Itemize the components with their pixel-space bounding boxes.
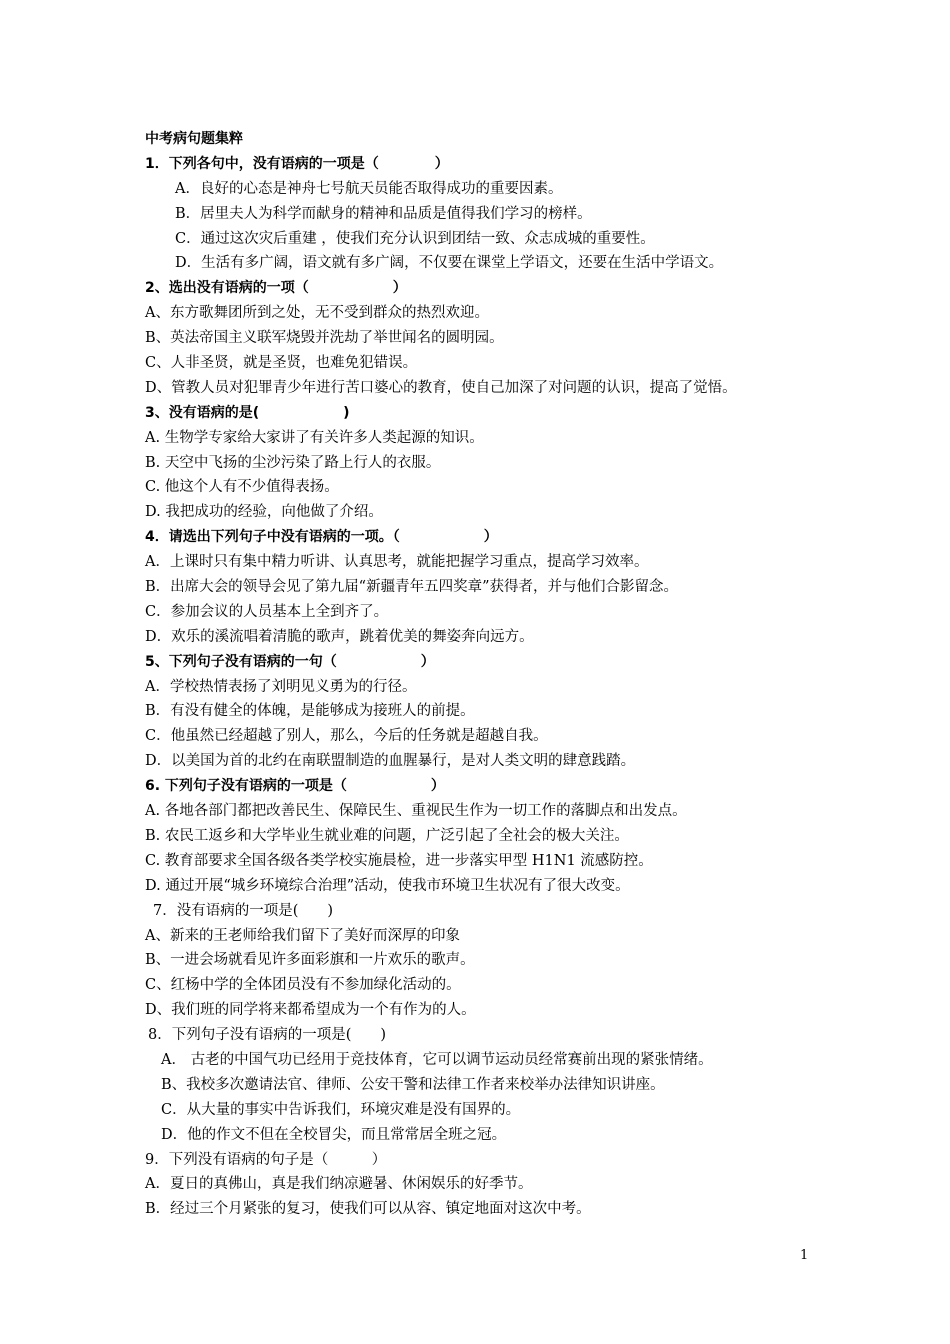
question-3-option-c: C. 他这个人有不少值得表扬。 <box>145 479 339 496</box>
question-3-option-d: D. 我把成功的经验，向他做了介绍。 <box>145 504 383 521</box>
question-1-option-a: A．良好的心态是神舟七号航天员能否取得成功的重要因素。 <box>175 180 563 197</box>
question-6-option-b: B. 农民工返乡和大学毕业生就业难的问题，广泛引起了全社会的极大关注。 <box>145 827 629 844</box>
question-2-option-c: C、人非圣贤，就是圣贤，也难免犯错误。 <box>145 355 418 372</box>
question-4: 4．请选出下列句子中没有语病的一项。（ ） <box>145 529 498 546</box>
question-8-option-a: A． 古老的中国气功已经用于竞技体育，它可以调节运动员经常赛前出现的紧张情绪。 <box>161 1051 713 1068</box>
question-6-option-c: C. 教育部要求全国各级各类学校实施晨检，进一步落实甲型 H1N1 流感防控。 <box>145 852 653 869</box>
question-7-option-d: D、我们班的同学将来都希望成为一个有作为的人。 <box>145 1002 476 1019</box>
question-8: 8．下列句子没有语病的一项是( ) <box>148 1027 387 1044</box>
question-8-option-c: C．从大量的事实中告诉我们，环境灾难是没有国界的。 <box>161 1101 521 1118</box>
question-3-option-a: A. 生物学专家给大家讲了有关许多人类起源的知识。 <box>145 429 484 446</box>
question-4-option-d: D．欢乐的溪流唱着清脆的歌声，跳着优美的舞姿奔向远方。 <box>145 628 534 645</box>
question-8-option-d: D．他的作文不但在全校冒尖，而且常常居全班之冠。 <box>161 1126 507 1143</box>
question-2-option-b: B、英法帝国主义联军烧毁并洗劫了举世闻名的圆明园。 <box>145 330 504 347</box>
question-1-option-c: C．通过这次灾后重建 ，使我们充分认识到团结一致、众志成城的重要性。 <box>175 230 655 247</box>
question-5-option-c: C．他虽然已经超越了别人，那么，今后的任务就是超越自我。 <box>145 728 548 745</box>
page-number: 1 <box>800 1248 809 1263</box>
question-6: 6. 下列句子没有语病的一项是（ ） <box>145 778 445 795</box>
question-2: 2、选出没有语病的一项（ ） <box>145 280 407 297</box>
question-1-option-b: B．居里夫人为科学而献身的精神和品质是值得我们学习的榜样。 <box>175 205 592 222</box>
question-8-option-b: B、我校多次邀请法官、律师、公安干警和法律工作者来校举办法律知识讲座。 <box>161 1076 665 1093</box>
question-1: 1．下列各句中，没有语病的一项是（ ） <box>145 155 449 172</box>
question-5-option-a: A．学校热情表扬了刘明见义勇为的行径。 <box>145 678 417 695</box>
page-title: 中考病句题集粹 <box>145 131 243 147</box>
question-9-option-a: A．夏日的真佛山，真是我们纳凉避暑、休闲娱乐的好季节。 <box>145 1176 533 1193</box>
document-body <box>145 127 835 1222</box>
question-7: 7．没有语病的一项是( ) <box>153 902 334 919</box>
question-2-option-d: D、管教人员对犯罪青少年进行苦口婆心的教育，使自己加深了对问题的认识，提高了觉悟。 <box>145 379 737 396</box>
question-7-option-c: C、红杨中学的全体团员没有不参加绿化活动的。 <box>145 977 461 994</box>
question-9: 9．下列没有语病的句子是（ ） <box>145 1151 387 1168</box>
question-3-option-b: B. 天空中飞扬的尘沙污染了路上行人的衣服。 <box>145 454 441 471</box>
question-4-option-b: B．出席大会的领导会见了第九届“新疆青年五四奖章”获得者，并与他们合影留念。 <box>145 579 678 596</box>
question-5: 5、下列句子没有语病的一句（ ） <box>145 653 435 670</box>
question-2-option-a: A、东方歌舞团所到之处，无不受到群众的热烈欢迎。 <box>145 305 489 322</box>
question-9-option-b: B．经过三个月紧张的复习，使我们可以从容、镇定地面对这次中考。 <box>145 1201 591 1218</box>
question-4-option-c: C．参加会议的人员基本上全到齐了。 <box>145 603 389 620</box>
question-7-option-b: B、一进会场就看见许多面彩旗和一片欢乐的歌声。 <box>145 952 475 969</box>
question-5-option-d: D．以美国为首的北约在南联盟制造的血腥暴行，是对人类文明的肆意践踏。 <box>145 753 636 770</box>
question-6-option-d: D. 通过开展“城乡环境综合治理”活动，使我市环境卫生状况有了很大改变。 <box>145 877 630 894</box>
question-6-option-a: A. 各地各部门都把改善民生、保障民生、重视民生作为一切工作的落脚点和出发点。 <box>145 803 687 820</box>
question-5-option-b: B．有没有健全的体魄，是能够成为接班人的前提。 <box>145 703 475 720</box>
question-3: 3、没有语病的是( ) <box>145 404 350 421</box>
question-4-option-a: A．上课时只有集中精力听讲、认真思考，就能把握学习重点，提高学习效率。 <box>145 554 649 571</box>
question-7-option-a: A、新来的王老师给我们留下了美好而深厚的印象 <box>145 927 460 944</box>
question-1-option-d: D．生活有多广阔，语文就有多广阔，不仅要在课堂上学语文，还要在生活中学语文。 <box>175 255 724 272</box>
